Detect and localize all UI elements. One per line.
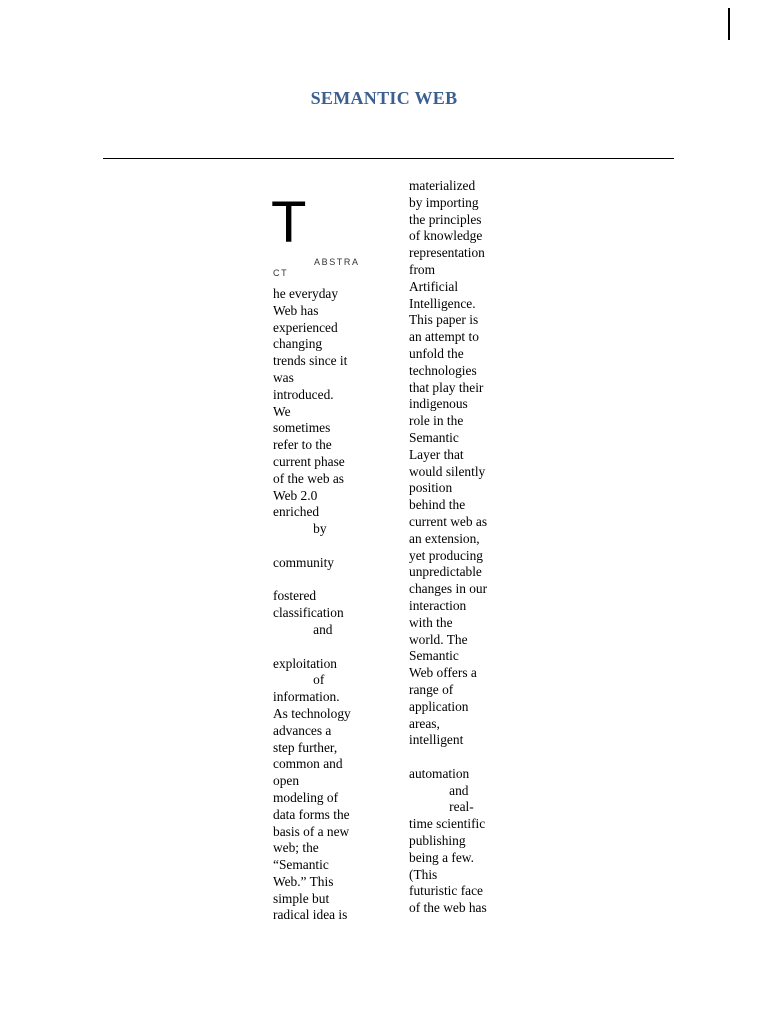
text-line — [273, 538, 368, 555]
text-line: was — [273, 369, 294, 385]
text-line: unpredictable — [409, 564, 482, 580]
text-line: current web as — [409, 513, 488, 529]
text-line: Web 2.0 — [273, 487, 318, 503]
text-line: current phase — [273, 453, 345, 469]
text-line: role in the — [409, 413, 464, 429]
text-line: yet producing — [409, 547, 484, 563]
text-line: and — [409, 782, 469, 798]
drop-cap: T — [271, 190, 307, 255]
text-line: common and — [273, 756, 343, 772]
text-line: position — [409, 480, 453, 496]
text-line: modeling of — [273, 789, 339, 805]
text-line: technologies — [409, 362, 477, 378]
abstract-label-part2: CT — [273, 268, 289, 278]
text-line — [409, 749, 504, 766]
text-line: interaction — [409, 597, 467, 613]
text-line: from — [409, 261, 436, 277]
abstract-column-2 — [409, 178, 504, 917]
text-line: fostered — [273, 588, 317, 604]
text-line: with the — [409, 614, 453, 630]
text-line: As technology — [273, 705, 351, 721]
text-line: sometimes — [273, 420, 331, 436]
text-line: that play their — [409, 379, 484, 395]
text-line — [273, 572, 368, 589]
text-line: materialized — [409, 178, 476, 193]
text-line: Semantic — [409, 429, 459, 445]
text-line: refer to the — [273, 437, 332, 453]
text-line: the principles — [409, 211, 482, 227]
text-line — [273, 639, 368, 656]
text-line: information. — [273, 689, 340, 705]
text-line: experienced — [273, 319, 338, 335]
abstract-column-1 — [273, 286, 368, 924]
text-line: would silently — [409, 463, 486, 479]
text-line: enriched — [273, 504, 320, 520]
text-line: by importing — [409, 194, 479, 210]
text-line: unfold the — [409, 345, 464, 361]
text-line: of — [273, 672, 325, 688]
text-line: he everyday — [273, 286, 339, 301]
text-line: introduced. — [273, 386, 334, 402]
text-line: data forms the — [273, 806, 350, 822]
text-line: an extension, — [409, 530, 480, 546]
text-line: community — [273, 554, 334, 570]
text-line: trends since it — [273, 353, 348, 369]
abstract-label-part1: ABSTRA — [314, 257, 360, 267]
text-line: world. The — [409, 631, 468, 647]
text-line: range of — [409, 681, 454, 697]
text-line: Intelligence. — [409, 295, 476, 311]
text-line: “Semantic — [273, 857, 329, 873]
text-line: representation — [409, 245, 485, 261]
text-line: Layer that — [409, 446, 464, 462]
text-line: time scientific — [409, 816, 486, 832]
text-line: (This — [409, 866, 438, 882]
text-line: web; the — [273, 840, 319, 856]
text-line: futuristic face — [409, 883, 483, 899]
text-line: indigenous — [409, 396, 468, 412]
text-line: changes in our — [409, 581, 488, 597]
text-line: of knowledge — [409, 228, 483, 244]
text-line: simple but — [273, 890, 330, 906]
text-line: basis of a new — [273, 823, 350, 839]
text-line: of the web as — [273, 470, 345, 486]
text-line: areas, — [409, 715, 440, 731]
text-line: radical idea is — [273, 907, 348, 923]
text-line: publishing — [409, 833, 466, 849]
text-line: classification — [273, 605, 344, 621]
text-line: behind the — [409, 497, 466, 513]
text-line: real- — [409, 799, 474, 815]
text-line: open — [273, 773, 300, 789]
text-line: This paper is — [409, 312, 479, 328]
horizontal-divider — [103, 158, 674, 159]
text-line: Web offers a — [409, 665, 477, 681]
text-line: and — [273, 621, 333, 637]
text-line: We — [273, 403, 291, 419]
text-line: being a few. — [409, 849, 474, 865]
text-line: an attempt to — [409, 329, 479, 345]
page-title: SEMANTIC WEB — [310, 88, 458, 108]
text-line: Web.” This — [273, 873, 334, 889]
text-line: Web has — [273, 302, 319, 318]
text-line: Semantic — [409, 648, 459, 664]
text-line: changing — [273, 336, 323, 352]
text-line: automation — [409, 765, 470, 781]
text-line: by — [273, 521, 327, 537]
text-line: advances a — [273, 722, 332, 738]
text-line: intelligent — [409, 732, 464, 748]
text-line: exploitation — [273, 655, 337, 671]
text-line: application — [409, 698, 469, 714]
text-cursor — [728, 8, 730, 40]
text-line: step further, — [273, 739, 338, 755]
text-line: Artificial — [409, 278, 459, 294]
text-line: of the web has — [409, 900, 487, 916]
